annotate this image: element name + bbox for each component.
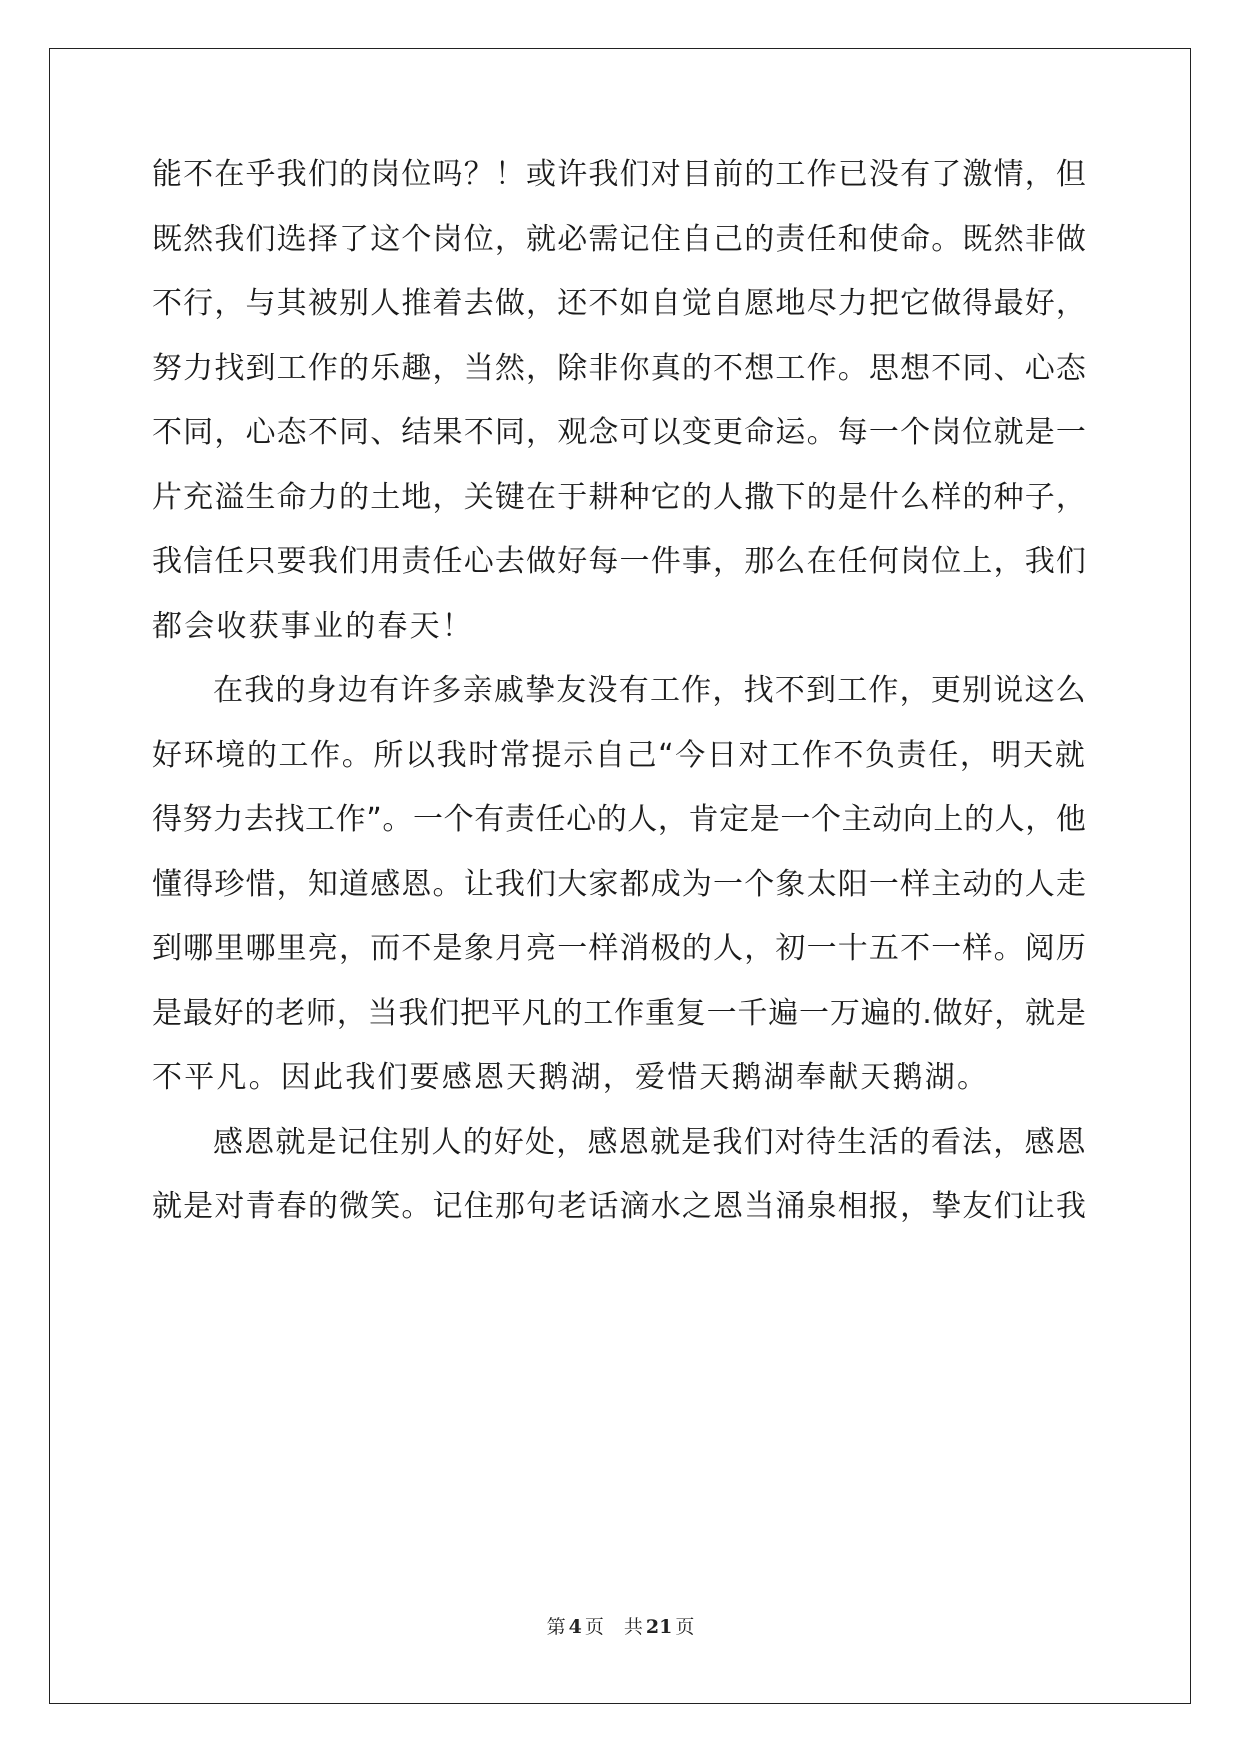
text-line: 得努力去找工作”。一个有责任心的人，肯定是一个主动向上的人，他 xyxy=(152,802,1087,837)
text-line: 不行，与其被别人推着去做，还不如自觉自愿地尽力把它做得最好， xyxy=(152,286,1088,321)
text-line: 我信任只要我们用责任心去做好每一件事，那么在任何岗位上，我们 xyxy=(152,544,1088,579)
text-line: 懂得珍惜，知道感恩。让我们大家都成为一个象太阳一样主动的人走 xyxy=(152,866,1088,902)
text-line: 不同，心态不同、结果不同，观念可以变更命运。每一个岗位就是一 xyxy=(152,415,1088,450)
total-prefix: 共 xyxy=(623,1616,643,1638)
page-prefix: 第 xyxy=(546,1616,566,1638)
text-line: 好环境的工作。所以我时常提示自己“今日对工作不负责任，明天就 xyxy=(152,737,1087,773)
page-footer xyxy=(0,1612,1241,1639)
page-current: 4 xyxy=(568,1616,582,1638)
text-line: 感恩就是记住别人的好处，感恩就是我们对待生活的看法，感恩 xyxy=(213,1124,1087,1160)
text-line: 能不在乎我们的岗位吗？！或许我们对目前的工作已没有了激情，但 xyxy=(152,157,1088,192)
text-line: 到哪里哪里亮，而不是象月亮一样消极的人，初一十五不一样。阅历 xyxy=(152,931,1088,966)
total-suffix: 页 xyxy=(675,1616,695,1638)
page-total: 21 xyxy=(645,1616,673,1638)
text-line: 片充溢生命力的土地，关键在于耕种它的人撒下的是什么样的种子， xyxy=(152,479,1088,515)
text-line: 不平凡。因此我们要感恩天鹅湖，爱惜天鹅湖奉献天鹅湖。 xyxy=(152,1060,990,1095)
text-line: 就是对青春的微笑。记住那句老话滴水之恩当涌泉相报，挚友们让我 xyxy=(152,1189,1088,1224)
text-line: 努力找到工作的乐趣，当然，除非你真的不想工作。思想不同、心态 xyxy=(152,350,1088,386)
text-line: 在我的身边有许多亲戚挚友没有工作，找不到工作，更别说这么 xyxy=(213,673,1087,708)
text-line: 都会收获事业的春天！ xyxy=(152,608,474,644)
text-line: 是最好的老师，当我们把平凡的工作重复一千遍一万遍的.做好，就是 xyxy=(152,995,1087,1031)
page-suffix: 页 xyxy=(584,1616,604,1638)
text-line: 既然我们选择了这个岗位，就必需记住自己的责任和使命。既然非做 xyxy=(152,221,1088,257)
